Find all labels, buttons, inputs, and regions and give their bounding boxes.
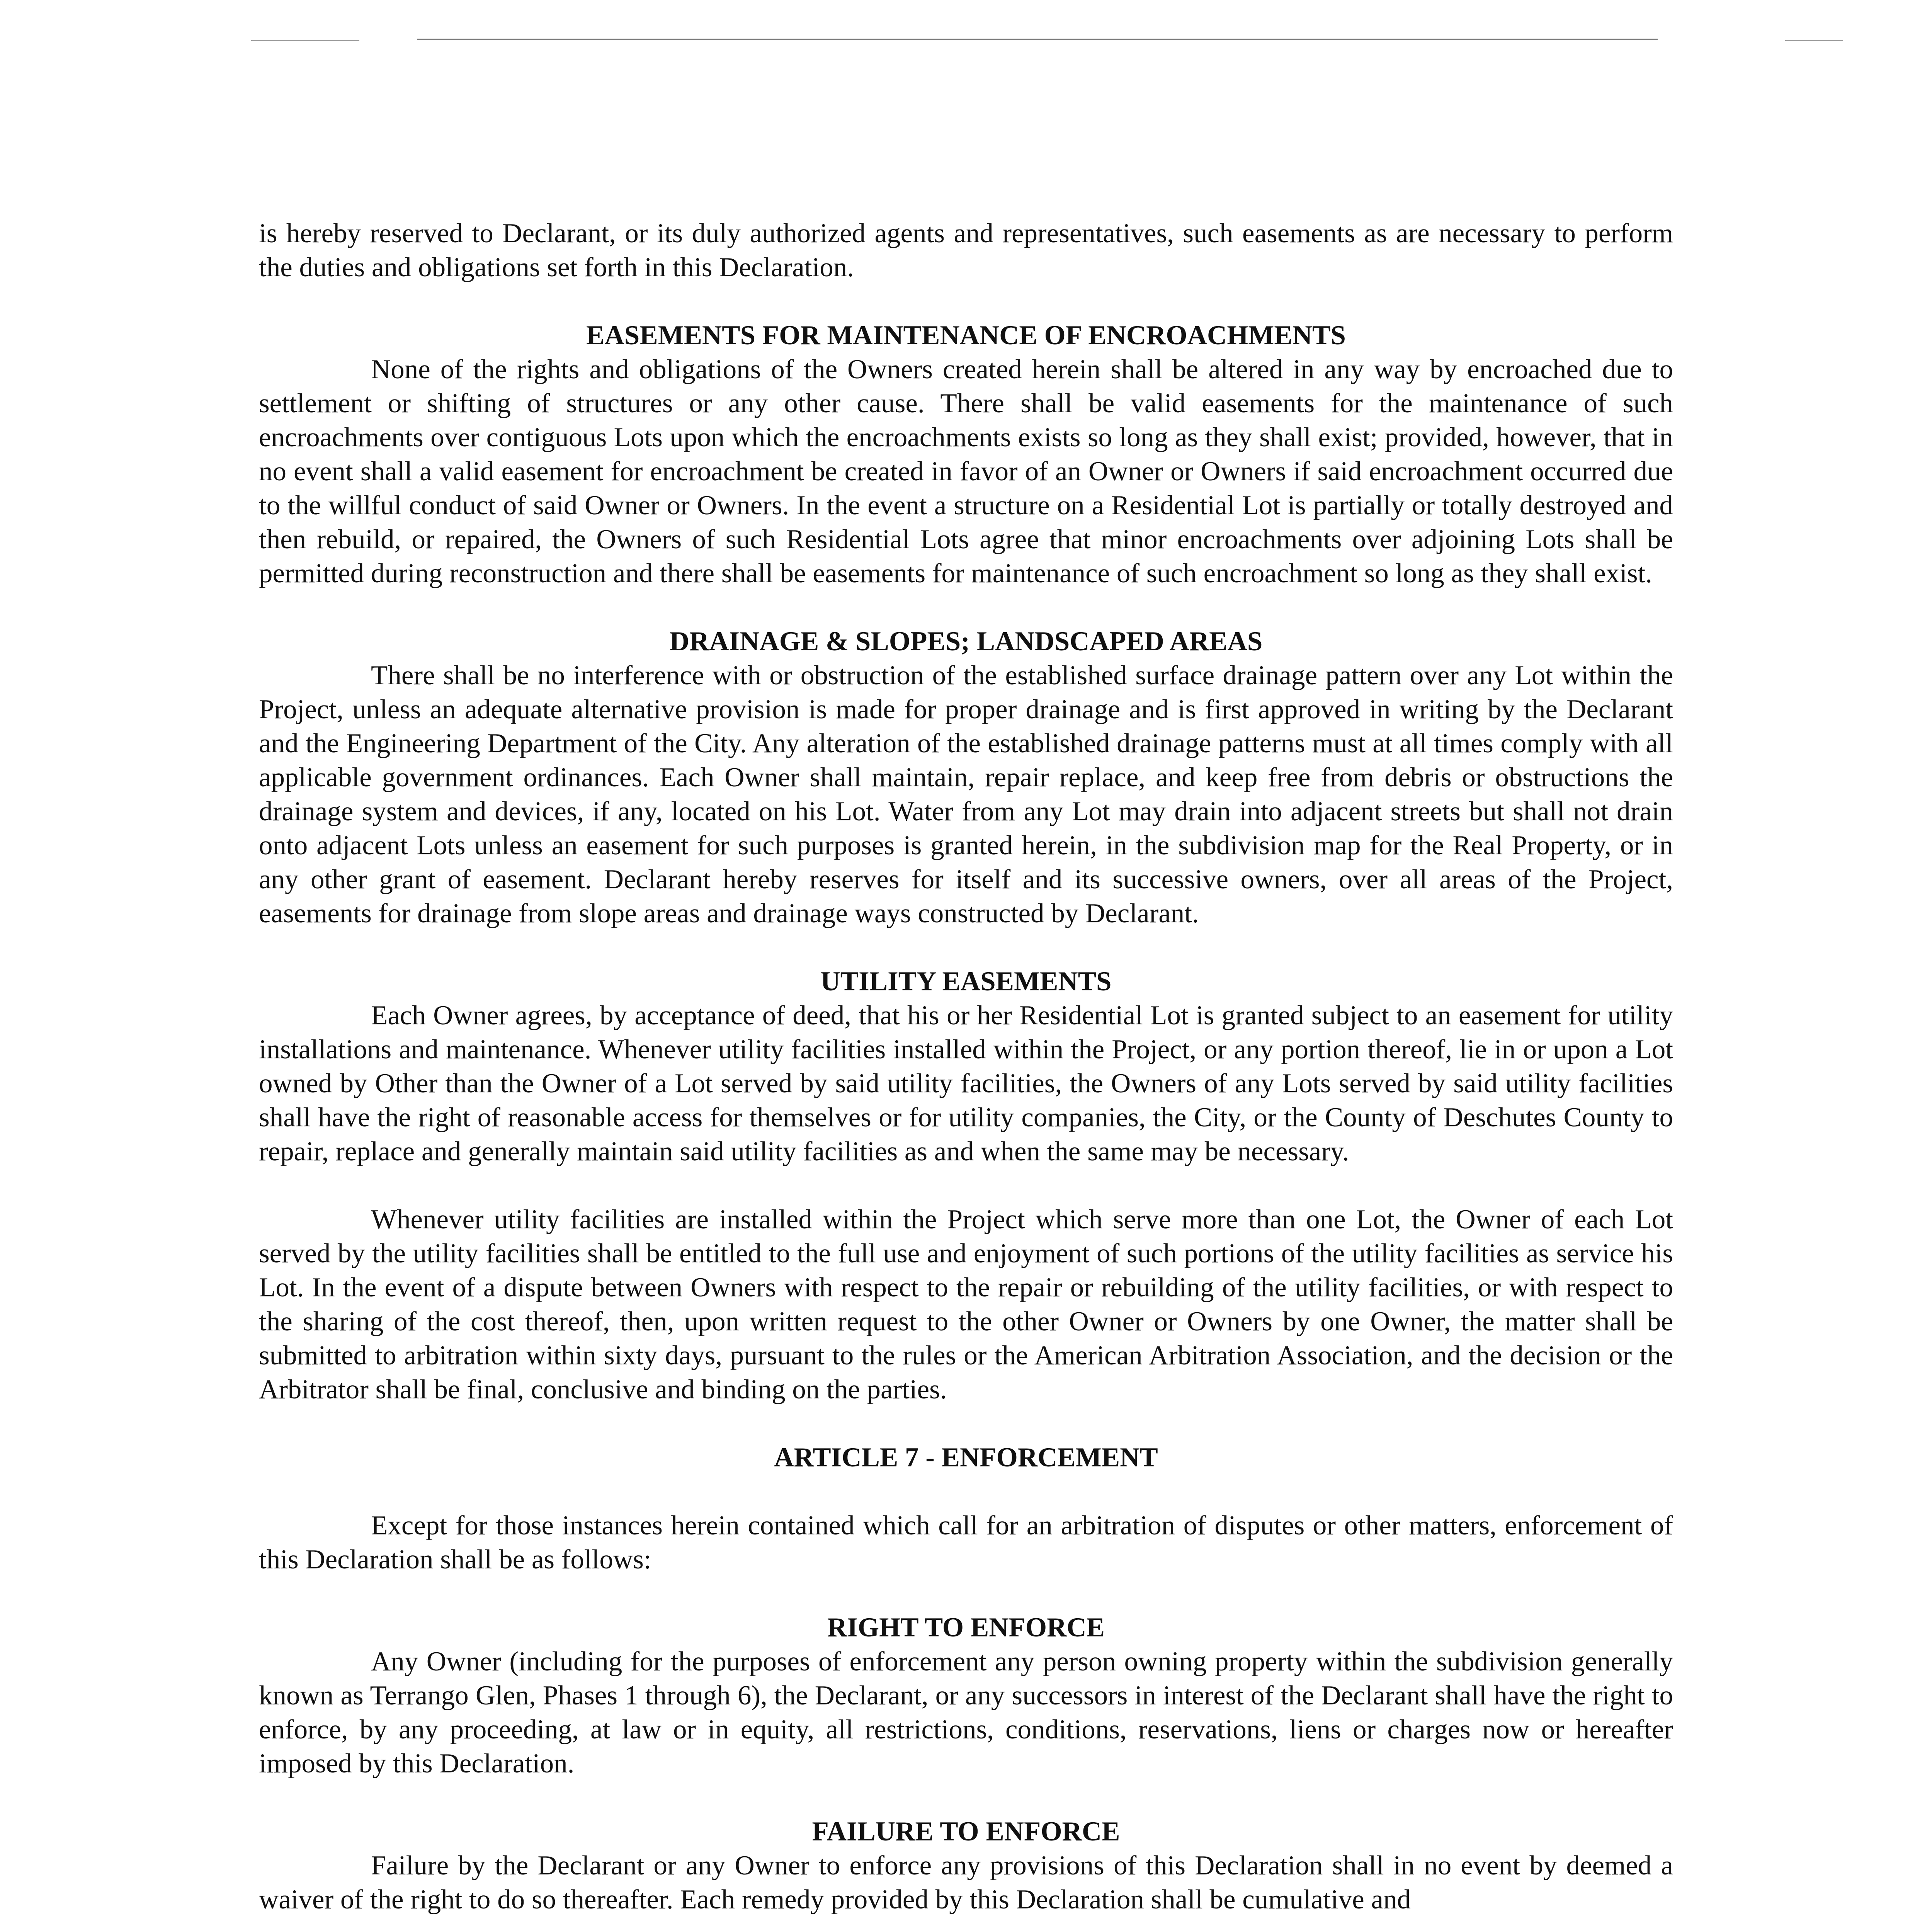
article-heading: ARTICLE 7 - ENFORCEMENT	[774, 1442, 1158, 1473]
document-body	[259, 216, 1673, 1917]
paragraph-failure-to-enforce: Failure by the Declarant or any Owner to enforce any provisions of this Declaration shall in no event by deemed a waiver of the right to do so thereafter. Each remedy provided by this Declaration shall be cumulative and	[259, 1850, 1673, 1915]
top-scan-dash-left	[251, 40, 359, 41]
section-heading-failure-to-enforce: FAILURE TO ENFORCE	[812, 1816, 1120, 1847]
intro-paragraph: is hereby reserved to Declarant, or its duly authorized agents and representatives, such easements as are necessary to perform the duties and obligations set forth in this Declaration.	[259, 218, 1673, 282]
section-heading-right-to-enforce: RIGHT TO ENFORCE	[827, 1612, 1105, 1643]
section-heading-drainage: DRAINAGE & SLOPES; LANDSCAPED AREAS	[669, 626, 1263, 656]
top-scan-line	[417, 39, 1658, 40]
paragraph-utility-2: Whenever utility facilities are installed within the Project which serve more than one Lot, the Owner of each Lot served by the utility facilities shall be entitled to the full use and enjoyment of such portions of the utility facilities as service his Lot. In the event of a dispute between Owners with respect to the repair or rebuilding of the utility facilities, or with respect to the sharing of the cost thereof, then, upon written request to the other Owner or Owners by one Owner, the matter shall be submitted to arbitration within sixty days, pursuant to the rules or the American Arbitration Association, and the decision or the Arbitrator shall be final, conclusive and binding on the parties.	[259, 1204, 1673, 1405]
top-scan-dash-right	[1785, 40, 1843, 41]
paragraph-utility-1: Each Owner agrees, by acceptance of deed, that his or her Residential Lot is granted subject to an easement for utility installations and maintenance. Whenever utility facilities installed within the Project, or any portion thereof, lie in or upon a Lot owned by Other than the Owner of a Lot served by said utility facilities, the Owners of any Lots served by said utility facilities shall have the right of reasonable access for themselves or for utility companies, the City, or the County of Deschutes County to repair, replace and generally maintain said utility facilities as and when the same may be necessary.	[259, 1000, 1673, 1167]
article-paragraph: Except for those instances herein contained which call for an arbitration of disputes or other matters, enforcement of this Declaration shall be as follows:	[259, 1510, 1673, 1575]
paragraph-right-to-enforce: Any Owner (including for the purposes of enforcement any person owning property within the subdivision generally known as Terrango Glen, Phases 1 through 6), the Declarant, or any successors in interest of the Declarant shall have the right to enforce, by any proceeding, at law or in equity, all restrictions, conditions, reservations, liens or charges now or hereafter imposed by this Declaration.	[259, 1646, 1673, 1779]
section-heading-utility: UTILITY EASEMENTS	[820, 966, 1112, 997]
paragraph-encroachments: None of the rights and obligations of the Owners created herein shall be altered in any way by encroached due to settlement or shifting of structures or any other cause. There shall be valid easements for the maintenance of such encroachments over contiguous Lots upon which the encroachments exists so long as they shall exist; provided, however, that in no event shall a valid easement for encroachment be created in favor of an Owner or Owners if said encroachment occurred due to the willful conduct of said Owner or Owners. In the event a structure on a Residential Lot is partially or totally destroyed and then rebuild, or repaired, the Owners of such Residential Lots agree that minor encroachments over adjoining Lots shall be permitted during reconstruction and there shall be easements for maintenance of such encroachment so long as they shall exist.	[259, 354, 1673, 588]
section-heading-encroachments: EASEMENTS FOR MAINTENANCE OF ENCROACHMENTS	[586, 320, 1346, 350]
paragraph-drainage: There shall be no interference with or obstruction of the established surface drainage pattern over any Lot within the Project, unless an adequate alternative provision is made for proper drainage and is first approved in writing by the Declarant and the Engineering Department of the City. Any alteration of the established drainage patterns must at all times comply with all applicable government ordinances. Each Owner shall maintain, repair replace, and keep free from debris or obstructions the drainage system and devices, if any, located on his Lot. Water from any Lot may drain into adjacent streets but shall not drain onto adjacent Lots unless an easement for such purposes is granted herein, in the subdivision map for the Real Property, or in any other grant of easement. Declarant hereby reserves for itself and its successive owners, over all areas of the Project, easements for drainage from slope areas and drainage ways constructed by Declarant.	[259, 660, 1673, 929]
